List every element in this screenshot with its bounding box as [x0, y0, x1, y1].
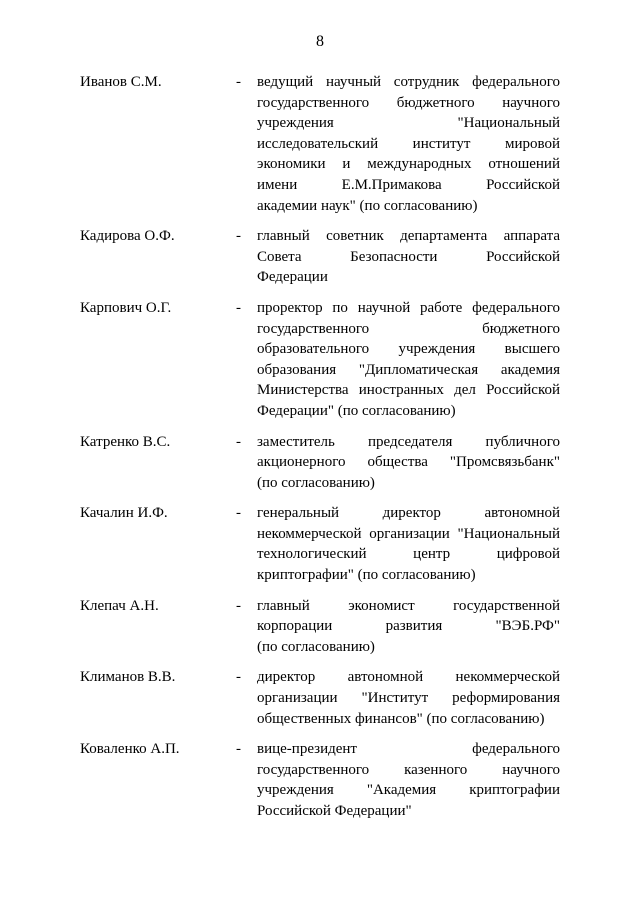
position-line: учреждения "Национальный — [257, 115, 560, 132]
position-line: главный советник департамента аппарата — [257, 228, 560, 245]
member-position — [257, 667, 560, 729]
position-line: имени Е.М.Примакова Российской — [257, 176, 560, 193]
position-line: криптографии" (по согласованию) — [257, 567, 476, 584]
member-name: Катренко В.С. — [80, 433, 171, 450]
member-position — [257, 298, 560, 422]
member-name: Иванов С.М. — [80, 74, 162, 90]
dash-separator: - — [236, 597, 241, 614]
member-list — [80, 72, 560, 832]
list-item — [80, 432, 560, 494]
position-line: исследовательский институт мировой — [257, 135, 560, 152]
position-line: генеральный директор автономной — [257, 505, 560, 522]
dash-separator: - — [236, 669, 241, 686]
member-position — [257, 503, 560, 585]
position-line: (по согласованию) — [257, 638, 375, 655]
member-name: Климанов В.В. — [80, 669, 176, 686]
member-name: Качалин И.Ф. — [80, 505, 168, 522]
dash-separator: - — [236, 741, 241, 758]
position-line: Министерства иностранных дел Российской — [257, 382, 560, 399]
list-item — [80, 226, 560, 288]
position-line: академии наук" (по согласованию) — [257, 197, 478, 214]
position-line: государственного бюджетного научного — [257, 94, 560, 111]
position-line: учреждения "Академия криптографии — [257, 782, 560, 799]
position-line: корпорации развития "ВЭБ.РФ" — [257, 618, 560, 635]
position-line: (по согласованию) — [257, 474, 375, 491]
position-line: главный экономист государственной — [257, 597, 560, 614]
dash-separator: - — [236, 299, 241, 316]
position-line: государственного бюджетного — [257, 320, 560, 337]
list-item — [80, 739, 560, 821]
position-line: директор автономной некоммерческой — [257, 669, 560, 686]
page-number: 8 — [316, 33, 324, 50]
position-line: организации "Институт реформирования — [257, 690, 560, 707]
dash-separator: - — [236, 505, 241, 522]
position-line: государственного казенного научного — [257, 761, 560, 778]
position-line: общественных финансов" (по согласованию) — [257, 710, 545, 727]
dash-separator: - — [236, 74, 241, 90]
member-position — [257, 226, 560, 288]
dash-separator: - — [236, 433, 241, 450]
position-line: образования "Дипломатическая академия — [257, 361, 560, 378]
position-line: акционерного общества "Промсвязьбанк" — [257, 454, 560, 471]
member-name: Карпович О.Г. — [80, 299, 172, 316]
dash-separator: - — [236, 228, 241, 245]
position-line: ведущий научный сотрудник федерального — [257, 74, 560, 90]
member-name: Кадирова О.Ф. — [80, 228, 175, 245]
member-position — [257, 432, 560, 494]
position-line: образовательного учреждения высшего — [257, 341, 560, 358]
position-line: заместитель председателя публичного — [257, 433, 560, 450]
member-position — [257, 739, 560, 821]
position-line: вице-президент федерального — [257, 741, 560, 758]
list-item — [80, 667, 560, 729]
list-item — [80, 503, 560, 585]
list-item — [80, 72, 560, 216]
position-line: Федерации — [257, 269, 328, 286]
list-item — [80, 596, 560, 658]
position-line: некоммерческой организации "Национальный — [257, 525, 560, 542]
position-line: Российской Федерации" — [257, 803, 412, 819]
member-name: Коваленко А.П. — [80, 741, 180, 758]
member-position — [257, 596, 560, 658]
member-position — [257, 72, 560, 216]
position-line: Федерации" (по согласованию) — [257, 402, 456, 419]
position-line: экономики и международных отношений — [257, 156, 560, 173]
position-line: проректор по научной работе федерального — [257, 299, 560, 316]
list-item — [80, 298, 560, 422]
member-name: Клепач А.Н. — [80, 597, 159, 614]
position-line: Совета Безопасности Российской — [257, 248, 560, 265]
position-line: технологический центр цифровой — [257, 546, 560, 563]
